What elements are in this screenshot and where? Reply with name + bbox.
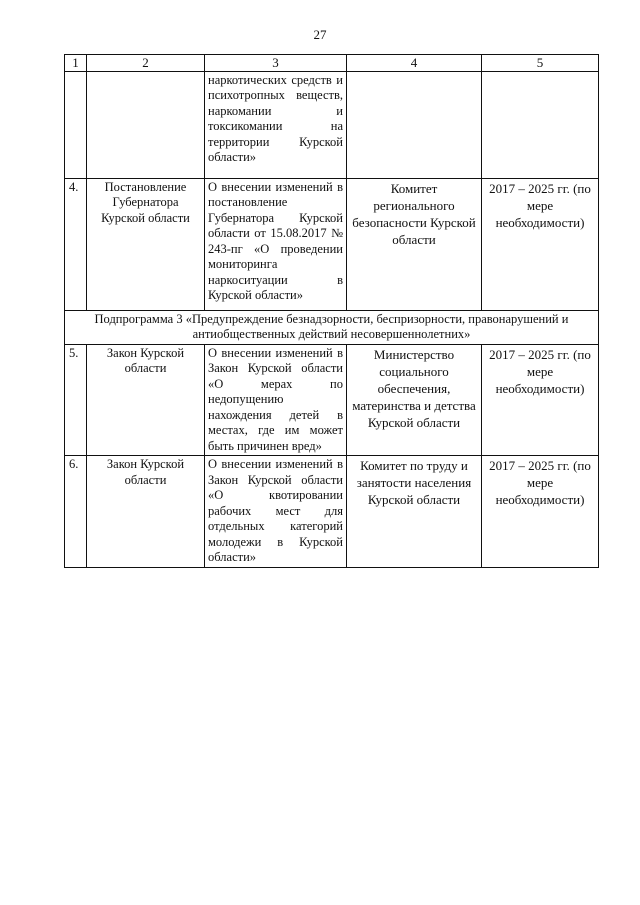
document-title-cell: О внесении изменений в Закон Курской области «О мерах по недопущению нахождения детей в местах, где им может быть причинен вред» <box>205 344 347 456</box>
document-title-cell: О внесении изменений в Закон Курской области «О квотировании рабочих мест для отдельных категорий молодежи в Курской области» <box>205 456 347 568</box>
table-header-row <box>65 55 599 72</box>
row-number: 5. <box>65 344 87 456</box>
legislation-table <box>64 54 599 568</box>
document-type-cell: Закон Курской области <box>87 456 205 568</box>
page-number: 27 <box>313 27 327 42</box>
responsible-cell: Комитет регионального безопасности Курской области <box>347 178 482 310</box>
period-cell: 2017 – 2025 гг. (по мере необходимости) <box>482 344 599 456</box>
subprogram-row <box>65 310 599 344</box>
document-type-cell: Закон Курской области <box>87 344 205 456</box>
table-row <box>65 344 599 456</box>
header-cell: 1 <box>65 55 87 72</box>
header-cell: 2 <box>87 55 205 72</box>
period-cell <box>482 71 599 178</box>
row-number: 6. <box>65 456 87 568</box>
header-cell: 3 <box>205 55 347 72</box>
header-cell: 5 <box>482 55 599 72</box>
period-cell: 2017 – 2025 гг. (по мере необходимости) <box>482 456 599 568</box>
document-title-cell: наркотических средств и психотропных веществ, наркомании и токсикомании на территории Курской области» <box>205 71 347 178</box>
document-title-cell: О внесении изменений в постановление Губернатора Курской области от 15.08.2017 № 243-пг «О проведении мониторинга наркоситуации в Курской области» <box>205 178 347 310</box>
table-row <box>65 178 599 310</box>
header-cell: 4 <box>347 55 482 72</box>
period-cell: 2017 – 2025 гг. (по мере необходимости) <box>482 178 599 310</box>
table-row <box>65 456 599 568</box>
row-number <box>65 71 87 178</box>
responsible-cell: Комитет по труду и занятости населения Курской области <box>347 456 482 568</box>
responsible-cell <box>347 71 482 178</box>
responsible-cell: Министерство социального обеспечения, материнства и детства Курской области <box>347 344 482 456</box>
document-type-cell <box>87 71 205 178</box>
row-number: 4. <box>65 178 87 310</box>
table-row <box>65 71 599 178</box>
subprogram-heading: Подпрограмма 3 «Предупреждение безнадзорности, беспризорности, правонарушений и антиобщественных действий несовершеннолетних» <box>65 310 599 344</box>
document-type-cell: Постановление Губернатора Курской области <box>87 178 205 310</box>
